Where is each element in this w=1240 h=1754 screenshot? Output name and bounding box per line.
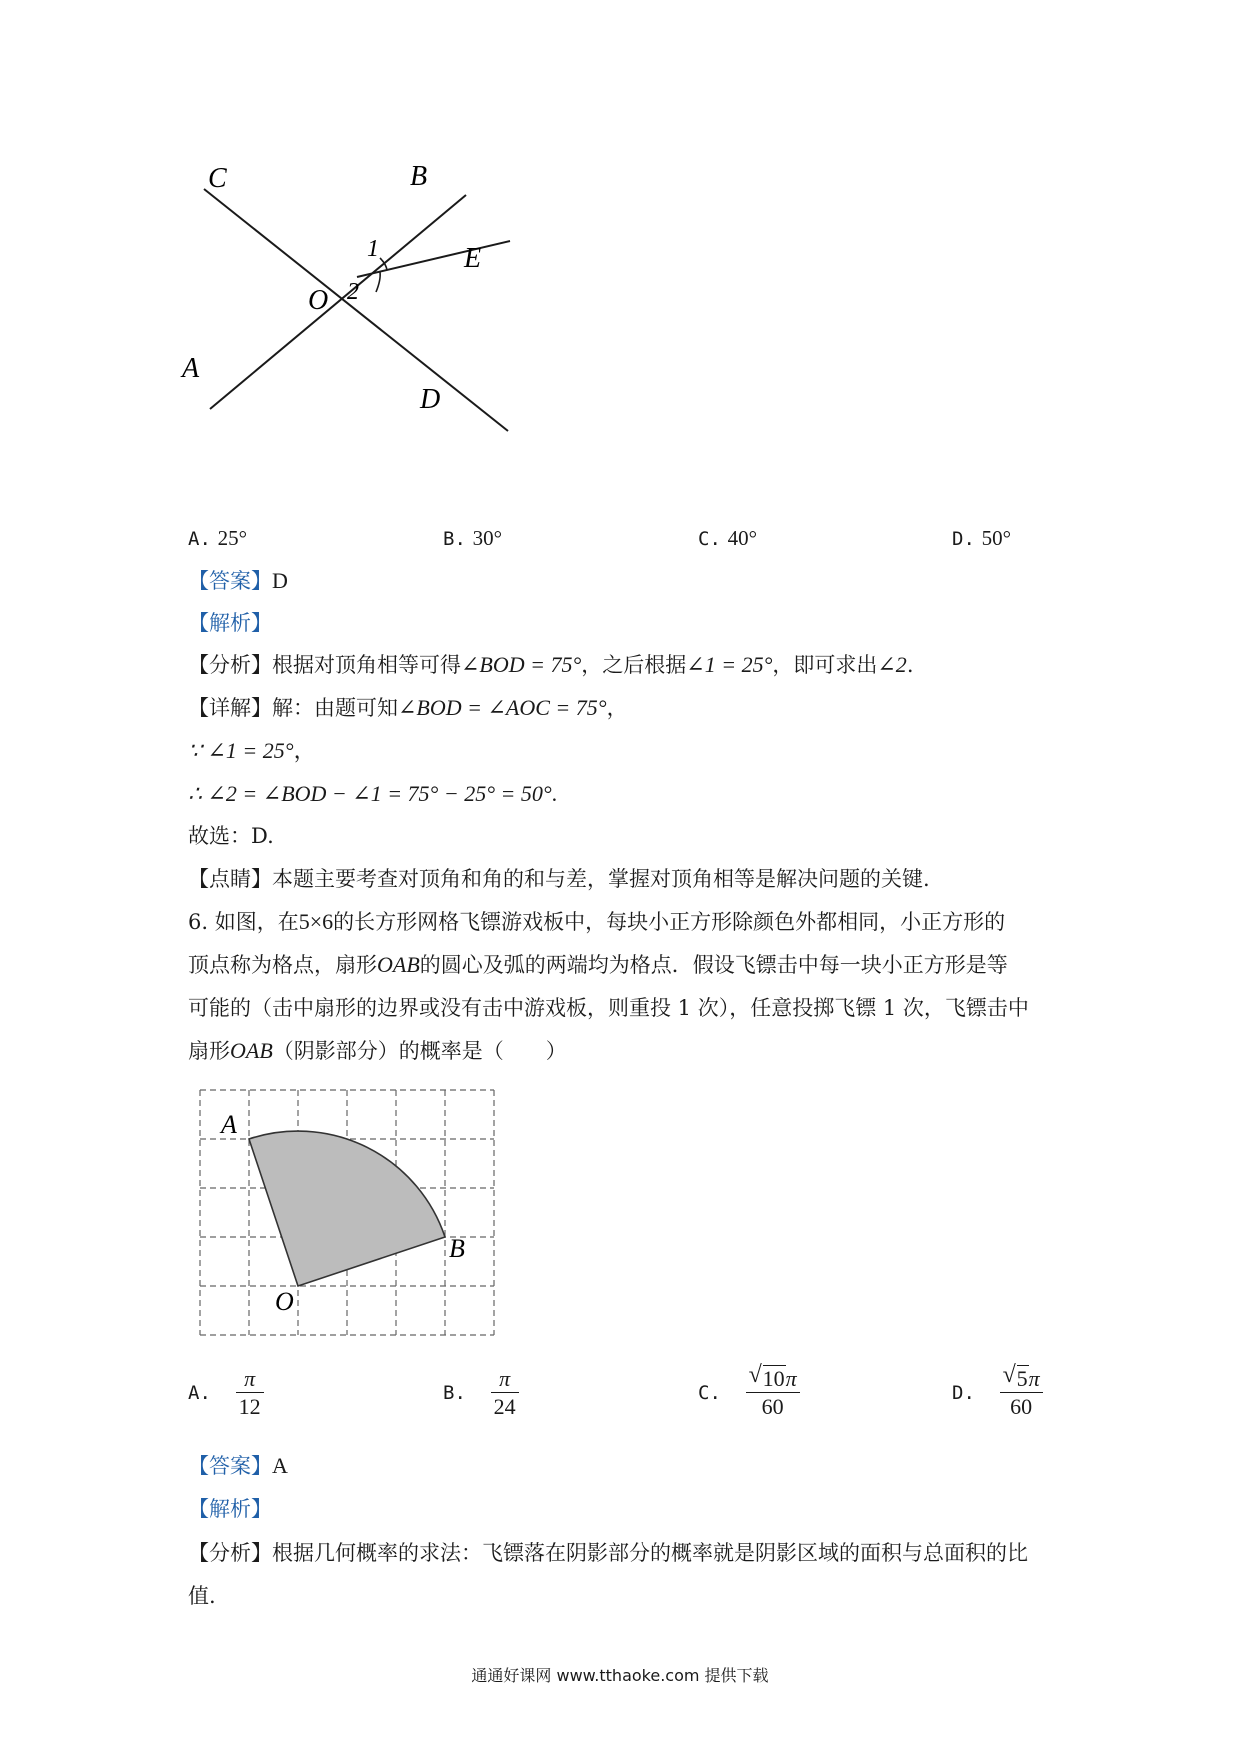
label-o: O xyxy=(308,285,329,316)
q6-option-a xyxy=(188,1366,264,1421)
label-angle-2: 2 xyxy=(347,279,359,305)
analysis-tag: 【解析】 xyxy=(188,611,272,635)
fenxi-math: ∠2 xyxy=(877,652,907,677)
answer-tag: 【答案】 xyxy=(188,569,272,593)
pi-symbol: π xyxy=(785,1366,797,1391)
analysis-tag: 【解析】 xyxy=(188,1497,272,1521)
fenxi-tag: 【分析】 xyxy=(188,653,272,677)
q6-option-c xyxy=(698,1362,800,1421)
because-line: ∵ ∠1 = 25° xyxy=(188,738,294,763)
label-c: C xyxy=(208,165,227,194)
fenxi-text: . xyxy=(906,653,914,677)
option-value: 30° xyxy=(472,526,502,550)
because-end: ， xyxy=(293,738,316,763)
fenxi-text: 根据对顶角相等可得 xyxy=(272,653,461,677)
answer-value: D xyxy=(272,568,288,593)
option-value: 25° xyxy=(217,526,247,550)
option-label: A. xyxy=(188,528,211,550)
q6-fenxi-cont: 值. xyxy=(188,1584,216,1608)
fenxi-text: 根据几何概率的求法：飞镖落在阴影部分的概率就是阴影区域的面积与总面积的比 xyxy=(272,1541,1028,1565)
q6-option-d xyxy=(952,1362,1043,1421)
answer-value: A xyxy=(272,1453,288,1478)
stem-text: 顶点称为格点，扇形 xyxy=(188,953,377,977)
numerator: √ 10π xyxy=(748,1362,797,1391)
label-b: B xyxy=(449,1234,465,1263)
angle-figure xyxy=(180,165,560,465)
numerator: √ 5π xyxy=(1002,1362,1040,1391)
dartboard-grid-figure xyxy=(195,1085,505,1350)
option-label: B. xyxy=(443,528,466,550)
label-o: O xyxy=(275,1287,294,1316)
therefore-end: . xyxy=(551,781,558,806)
q5-answer xyxy=(188,566,288,596)
q6-stem-line3: 可能的（击中扇形的边界或没有击中游戏板，则重投 1 次），任意投掷飞镖 1 次，飞镖击中 xyxy=(188,996,1029,1020)
label-a: A xyxy=(182,353,200,384)
fenxi-tag: 【分析】 xyxy=(188,1541,272,1565)
fenxi-text: ，之后根据 xyxy=(581,653,687,677)
fenxi-text: ，即可求出 xyxy=(772,653,878,677)
q5-fenxi xyxy=(188,650,914,680)
q6-answer xyxy=(188,1451,288,1481)
q6-analysis-tag xyxy=(188,1494,272,1524)
label-angle-1: 1 xyxy=(367,236,379,262)
stem-text: 扇形 xyxy=(188,1039,230,1063)
option-label: C. xyxy=(698,528,721,550)
q6-fenxi xyxy=(188,1538,1028,1568)
fraction xyxy=(491,1366,519,1421)
label-a: A xyxy=(221,1110,237,1139)
stem-math: OAB xyxy=(230,1038,273,1063)
fenxi-math: ∠1 = 25° xyxy=(686,652,773,677)
label-b: B xyxy=(410,165,428,192)
pi-symbol: π xyxy=(1028,1366,1040,1391)
stem-math: OAB xyxy=(377,952,420,977)
line-ab xyxy=(210,195,466,409)
denominator: 24 xyxy=(493,1394,516,1419)
option-value: 50° xyxy=(981,526,1011,550)
q5-choose: 故选：D. xyxy=(188,824,274,848)
q5-options xyxy=(188,523,1048,553)
therefore-line: ∴ ∠2 = ∠BOD − ∠1 = 75° − 25° = 50° xyxy=(188,781,552,806)
denominator: 12 xyxy=(238,1394,261,1419)
q5-analysis-tag xyxy=(188,608,272,638)
stem-text: （阴影部分）的概率是（ ） xyxy=(272,1039,567,1063)
option-label: B. xyxy=(443,1382,466,1404)
sector-oab xyxy=(249,1131,445,1286)
stem-math: 5×6 xyxy=(298,909,334,934)
fraction xyxy=(236,1366,264,1421)
answer-tag: 【答案】 xyxy=(188,1454,272,1478)
fraction xyxy=(1000,1362,1043,1421)
xiangjie-text: ， xyxy=(606,696,628,720)
label-d: D xyxy=(420,384,441,415)
angle-2-arc xyxy=(376,272,380,292)
fraction xyxy=(746,1362,800,1421)
option-value: 40° xyxy=(727,526,757,550)
numerator: π xyxy=(499,1366,511,1391)
radicand: 10 xyxy=(762,1366,785,1391)
q5-option-a xyxy=(188,523,247,554)
stem-text: 的圆心及弧的两端均为格点．假设飞镖击中每一块小正方形是等 xyxy=(419,953,1008,977)
q5-dianjing xyxy=(188,864,930,894)
dianjing-tag: 【点睛】 xyxy=(188,867,272,891)
q6-stem-line2 xyxy=(188,950,1008,980)
stem-text: 的长方形网格飞镖游戏板中，每块小正方形除颜色外都相同，小正方形的 xyxy=(333,910,1006,934)
q5-option-b xyxy=(443,523,502,554)
q5-xiangjie xyxy=(188,693,628,723)
page-footer: 通通好课网 www.tthaoke.com 提供下载 xyxy=(471,1666,769,1685)
q6-options xyxy=(188,1358,1048,1428)
q5-option-d xyxy=(952,523,1011,554)
q6-stem-line1 xyxy=(188,907,1005,937)
label-e: E xyxy=(464,243,482,274)
q5-therefore xyxy=(188,779,557,809)
option-label: D. xyxy=(952,528,975,550)
denominator: 60 xyxy=(761,1394,784,1419)
xiangjie-text: 解：由题可知 xyxy=(272,696,398,720)
numerator: π xyxy=(244,1366,256,1391)
line-cd xyxy=(204,189,508,431)
denominator: 60 xyxy=(1010,1394,1033,1419)
q5-option-c xyxy=(698,523,757,554)
stem-text: 6. 如图，在 xyxy=(188,910,299,934)
dianjing-text: 本题主要考查对顶角和角的和与差，掌握对顶角相等是解决问题的关键. xyxy=(272,867,930,891)
option-label: D. xyxy=(952,1382,975,1404)
q6-stem-line4 xyxy=(188,1036,567,1066)
option-label: A. xyxy=(188,1382,211,1404)
radicand: 5 xyxy=(1016,1366,1028,1391)
q6-option-b xyxy=(443,1366,519,1421)
q5-because xyxy=(188,736,316,766)
fenxi-math: ∠BOD = 75° xyxy=(461,652,582,677)
xiangjie-math: ∠BOD = ∠AOC = 75° xyxy=(398,695,607,720)
option-label: C. xyxy=(698,1382,721,1404)
xiangjie-tag: 【详解】 xyxy=(188,696,272,720)
